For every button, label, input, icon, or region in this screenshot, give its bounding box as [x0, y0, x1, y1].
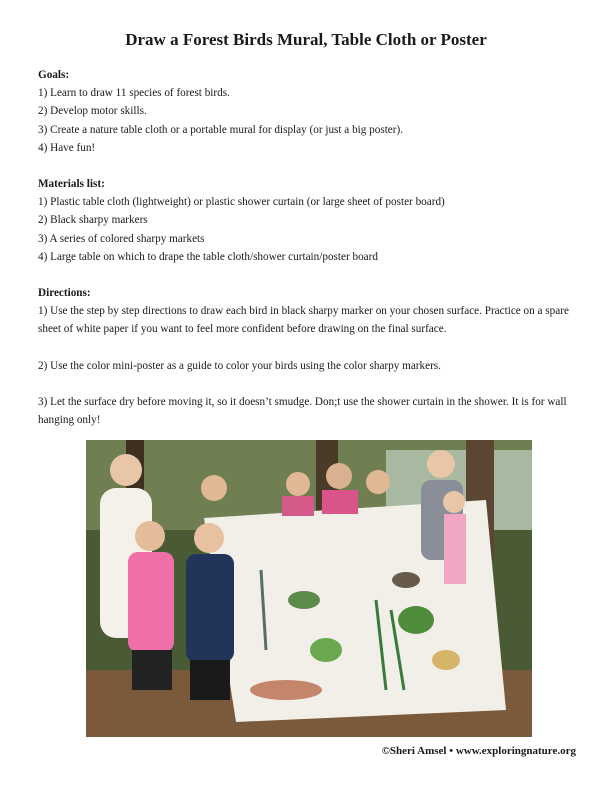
- goals-section: [38, 66, 578, 157]
- goal-item: 1) Learn to draw 11 species of forest birds.: [38, 87, 230, 100]
- direction-step: 2) Use the color mini-poster as a guide to color your birds using the color sharpy markers.: [38, 359, 441, 372]
- materials-section: [38, 175, 578, 266]
- material-item: 3) A series of colored sharpy markets: [38, 232, 205, 245]
- group-photo-illustration: [86, 440, 532, 737]
- goal-item: 3) Create a nature table cloth or a portable mural for display (or just a big poster).: [38, 123, 404, 136]
- direction-step: 1) Use the step by step directions to draw each bird in black sharpy marker on your chosen surface. Practice on a spare sheet of white paper if you want to feel more confident before drawing on the final surface.: [38, 305, 569, 336]
- materials-heading: Materials list:: [38, 178, 105, 191]
- direction-step: 3) Let the surface dry before moving it, so it doesn’t smudge. Don;t use the shower curtain in the shower. It is for wall hanging only!: [38, 395, 567, 427]
- goals-heading: Goals:: [38, 69, 70, 81]
- material-item: 1) Plastic table cloth (lightweight) or plastic shower curtain (or large sheet of poster board): [38, 196, 445, 209]
- goal-item: 4) Have fun!: [38, 141, 96, 154]
- goal-item: 2) Develop motor skills.: [38, 105, 147, 118]
- directions-section: [38, 284, 578, 429]
- page-title: Draw a Forest Birds Mural, Table Cloth or Poster: [125, 30, 487, 49]
- directions-heading: Directions:: [38, 287, 91, 300]
- material-item: 2) Black sharpy markers: [38, 214, 148, 227]
- copyright-credit: ©Sheri Amsel • www.exploringnature.org: [381, 745, 576, 757]
- group-photo: [86, 440, 532, 737]
- material-item: 4) Large table on which to drape the table cloth/shower curtain/poster board: [38, 250, 378, 263]
- document-body: [38, 66, 578, 447]
